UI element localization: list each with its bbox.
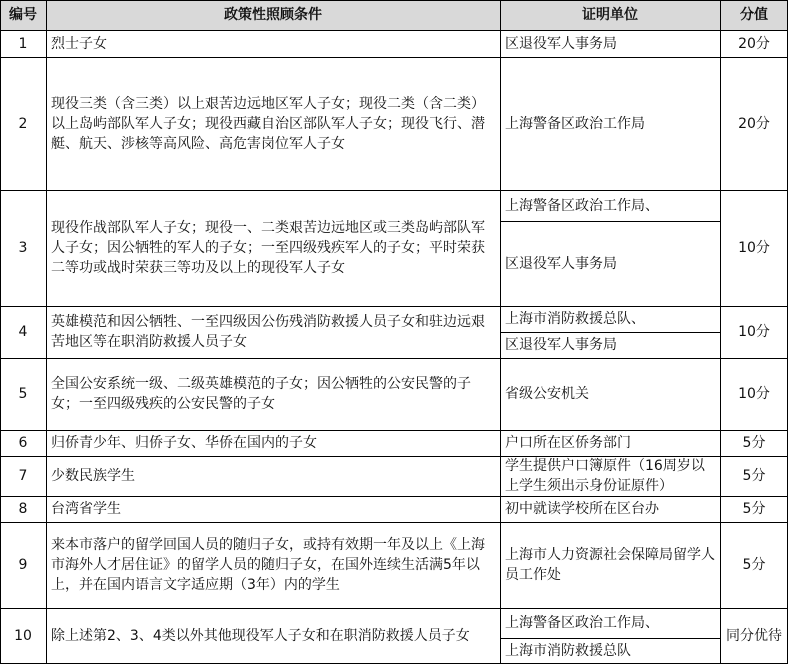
- column-divider: [720, 0, 721, 664]
- row-no: 10: [14, 628, 32, 644]
- row-no: 2: [18, 115, 28, 132]
- row-condition: 烈士子女: [51, 35, 107, 52]
- row-unit: 上海市消防救援总队、: [505, 311, 645, 327]
- row-divider: [0, 608, 788, 609]
- row-score: 5分: [742, 557, 766, 573]
- row-no: 8: [18, 501, 28, 517]
- row-unit: 区退役军人事务局: [505, 255, 617, 272]
- row-divider: [0, 306, 788, 307]
- row-divider: [0, 0, 788, 1]
- row-divider: [0, 57, 788, 58]
- row-score: 5分: [742, 435, 766, 451]
- row-divider: [0, 358, 788, 359]
- row-no: 6: [18, 435, 28, 451]
- row-divider: [0, 522, 788, 523]
- row-score: 同分优待: [726, 628, 782, 644]
- header-score: 分值: [740, 7, 768, 23]
- row-no: 7: [18, 468, 28, 484]
- column-divider: [500, 0, 501, 664]
- row-divider: [0, 190, 788, 191]
- row-unit: 户口所在区侨务部门: [505, 435, 631, 451]
- row-no: 3: [18, 240, 28, 256]
- row-condition: 现役三类（含三类）以上艰苦边远地区军人子女；现役二类（含二类）以上岛屿部队军人子女；现役西藏自治区部队军人子女；现役飞行、潜艇、航天、涉核等高风险、高危害岗位军人子女: [51, 95, 485, 152]
- row-unit: 区退役军人事务局: [505, 35, 617, 52]
- row-unit: 上海警备区政治工作局、: [505, 197, 659, 214]
- row-unit: 省级公安机关: [505, 386, 589, 402]
- row-condition: 台湾省学生: [51, 501, 121, 517]
- column-divider: [0, 0, 1, 664]
- row-no: 5: [18, 386, 28, 402]
- row-score: 10分: [738, 324, 770, 340]
- header-unit: 证明单位: [582, 7, 638, 23]
- row-score: 10分: [738, 386, 770, 402]
- row-no: 4: [18, 324, 28, 340]
- row-score: 5分: [742, 501, 766, 517]
- row-condition: 全国公安系统一级、二级英雄模范的子女；因公牺牲的公安民警的子女；一至四级残疾的公安民警的子女: [51, 376, 471, 412]
- row-unit: 上海市消防救援总队: [505, 643, 631, 659]
- row-divider: [500, 221, 720, 222]
- header-condition: 政策性照顾条件: [224, 7, 322, 23]
- row-divider: [0, 30, 788, 31]
- row-score: 20分: [738, 115, 770, 132]
- row-score: 5分: [742, 468, 766, 484]
- row-condition: 来本市落户的留学回国人员的随归子女，或持有效期一年及以上《上海市海外人才居住证》的留学人员的随归子女，在国外连续生活满5年以上，并在国内语言文字适应期（3年）内的学生: [51, 537, 485, 593]
- row-unit: 上海警备区政治工作局: [505, 115, 645, 132]
- row-divider: [0, 456, 788, 457]
- row-unit: 上海警备区政治工作局、: [505, 615, 659, 631]
- row-score: 20分: [738, 35, 770, 52]
- row-score: 10分: [738, 240, 770, 256]
- row-unit: 初中就读学校所在区台办: [505, 501, 659, 517]
- row-condition: 现役作战部队军人子女；现役一、二类艰苦边远地区或三类岛屿部队军人子女；因公牺牲的军人的子女；一至四级残疾军人的子女；平时荣获二等功或战时荣获三等功及以上的现役军人子女: [51, 220, 485, 276]
- row-condition: 归侨青少年、归侨子女、华侨在国内的子女: [51, 435, 317, 451]
- row-condition: 少数民族学生: [51, 468, 135, 484]
- row-unit: 上海市人力资源社会保障局留学人员工作处: [505, 547, 715, 583]
- row-unit: 区退役军人事务局: [505, 337, 617, 353]
- row-no: 1: [18, 35, 28, 52]
- row-unit: 学生提供户口簿原件（16周岁以上学生须出示身份证原件）: [505, 458, 705, 494]
- row-divider: [0, 430, 788, 431]
- column-divider: [46, 0, 47, 664]
- row-no: 9: [18, 557, 28, 573]
- row-divider: [500, 638, 720, 639]
- row-condition: 英雄模范和因公牺牲、一至四级因公伤残消防救援人员子女和驻边远艰苦地区等在职消防救援人员子女: [51, 314, 485, 350]
- row-divider: [0, 496, 788, 497]
- row-condition: 除上述第2、3、4类以外其他现役军人子女和在职消防救援人员子女: [51, 628, 470, 644]
- header-no: 编号: [9, 7, 37, 23]
- row-divider: [500, 332, 720, 333]
